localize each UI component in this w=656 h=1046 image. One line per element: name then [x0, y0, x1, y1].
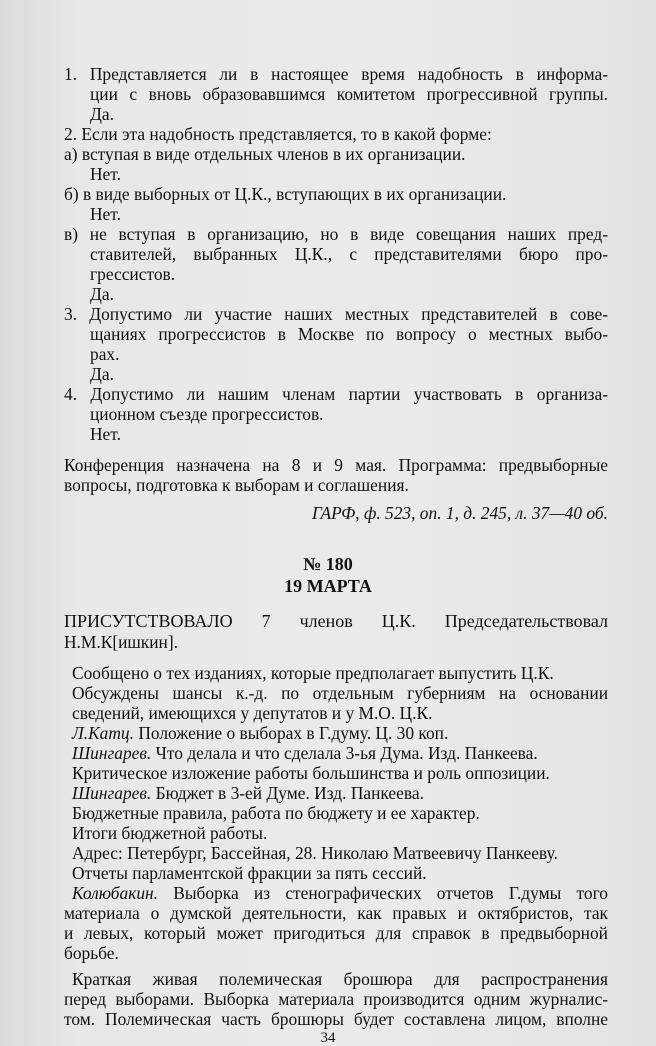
question-1-answer: Да. — [90, 104, 114, 124]
discussed-line-1: Обсуждены шансы к.-д. по отдельным губерниям на основании — [72, 683, 608, 703]
kolyubakin-text: Выборка из стенографических отчетов Г.думы того — [158, 883, 608, 903]
question-1-line-1: 1. Представляется ли в настоящее время надобность в информа- — [64, 64, 608, 84]
entry-text: Бюджет в 3-ей Думе. Изд. Панкеева. — [151, 783, 424, 803]
brochure-line-1: Краткая живая полемическая брошюра для распространения — [72, 969, 608, 989]
option-c-line-3: грессистов. — [90, 264, 176, 284]
question-2-line-1: 2. Если эта надобность представляется, то в какой форме: — [64, 124, 492, 144]
question-3-line-3: рах. — [90, 344, 120, 364]
discussed-line-2: сведений, имеющихся у депутатов и у М.О. Ц.К. — [72, 703, 433, 723]
present-line-1: ПРИСУТСТВОВАЛО 7 членов Ц.К. Председательствовал — [64, 611, 608, 631]
question-4-answer: Нет. — [90, 424, 121, 444]
question-4-line-2: ционном съезде прогрессистов. — [90, 404, 324, 424]
question-4-line-1: 4. Допустимо ли нашим членам партии участвовать в организа- — [64, 384, 608, 404]
question-3-line-2: щаниях прогрессистов в Москве по вопросу о местных выбо- — [90, 324, 608, 344]
document-date: 19 МАРТА — [284, 576, 372, 596]
question-3-line-1: 3. Допустимо ли участие наших местных представителей в сове- — [64, 304, 608, 324]
document-number: № 180 — [303, 554, 353, 574]
option-a-line-1: а) вступая в виде отдельных членов в их организации. — [64, 144, 466, 164]
entry-author: Шингарев. — [72, 783, 152, 803]
entry-budget-results: Итоги бюджетной работы. — [72, 823, 268, 843]
archive-reference: ГАРФ, ф. 523, оп. 1, д. 245, л. 37—40 об. — [311, 503, 608, 523]
entry-budget-rules: Бюджетные правила, работа по бюджету и ее характер. — [72, 803, 480, 823]
kolyubakin-line-4: борьбе. — [64, 943, 119, 963]
option-c-answer: Да. — [90, 284, 114, 304]
entry-katts — [72, 723, 448, 744]
entry-author: Шингарев. — [72, 743, 152, 763]
entry-author: Л.Катц. — [72, 723, 134, 743]
kolyubakin-line-2: материала о думской деятельности, как правых и октябристов, так — [64, 903, 608, 923]
option-c-line-2: ставителей, выбранных Ц.К., с представителями бюро про- — [90, 244, 608, 264]
conference-line-1: Конференция назначена на 8 и 9 мая. Программа: предвыборные — [64, 455, 608, 475]
option-a-answer: Нет. — [90, 164, 121, 184]
kolyubakin-line-3: и левых, который может пригодиться для справок в предвыборной — [64, 923, 608, 943]
present-line-2: Н.М.К[ишкин]. — [64, 632, 179, 652]
kolyubakin-author: Колюбакин. — [72, 883, 159, 903]
entry-shingarev-2 — [72, 783, 424, 804]
entry-text: Положение о выборах в Г.думу. Ц. 30 коп. — [133, 723, 449, 743]
option-c-line-1: в) не вступая в организацию, но в виде совещания наших пред- — [64, 224, 608, 244]
entry-text: Что делала и что сделала 3-ья Дума. Изд. Панкеева. — [151, 743, 538, 763]
entry-address: Адрес: Петербург, Бассейная, 28. Николаю Матвеевичу Панкееву. — [72, 843, 558, 863]
option-b-line-1: б) в виде выборных от Ц.К., вступающих в их организации. — [64, 184, 507, 204]
question-3-answer: Да. — [90, 364, 114, 384]
entry-critical-review: Критическое изложение работы большинства и роль оппозиции. — [72, 763, 550, 783]
option-b-answer: Нет. — [90, 204, 121, 224]
page-number: 34 — [320, 1030, 336, 1046]
conference-line-2: вопросы, подготовка к выборам и соглашения. — [64, 475, 409, 495]
reported-text: Сообщено о тех изданиях, которые предполагает выпустить Ц.К. — [72, 663, 554, 683]
brochure-line-3: том. Полемическая часть брошюры будет составлена лицом, вполне — [64, 1009, 608, 1029]
kolyubakin-line-1 — [72, 883, 608, 904]
entry-shingarev-1 — [72, 743, 538, 764]
entry-faction-reports: Отчеты парламентской фракции за пять сессий. — [72, 863, 427, 883]
brochure-line-2: перед выборами. Выборка материала производится одним журналис- — [64, 989, 608, 1009]
question-1-line-2: ции с вновь образовавшимся комитетом прогрессивной группы. — [90, 84, 608, 104]
